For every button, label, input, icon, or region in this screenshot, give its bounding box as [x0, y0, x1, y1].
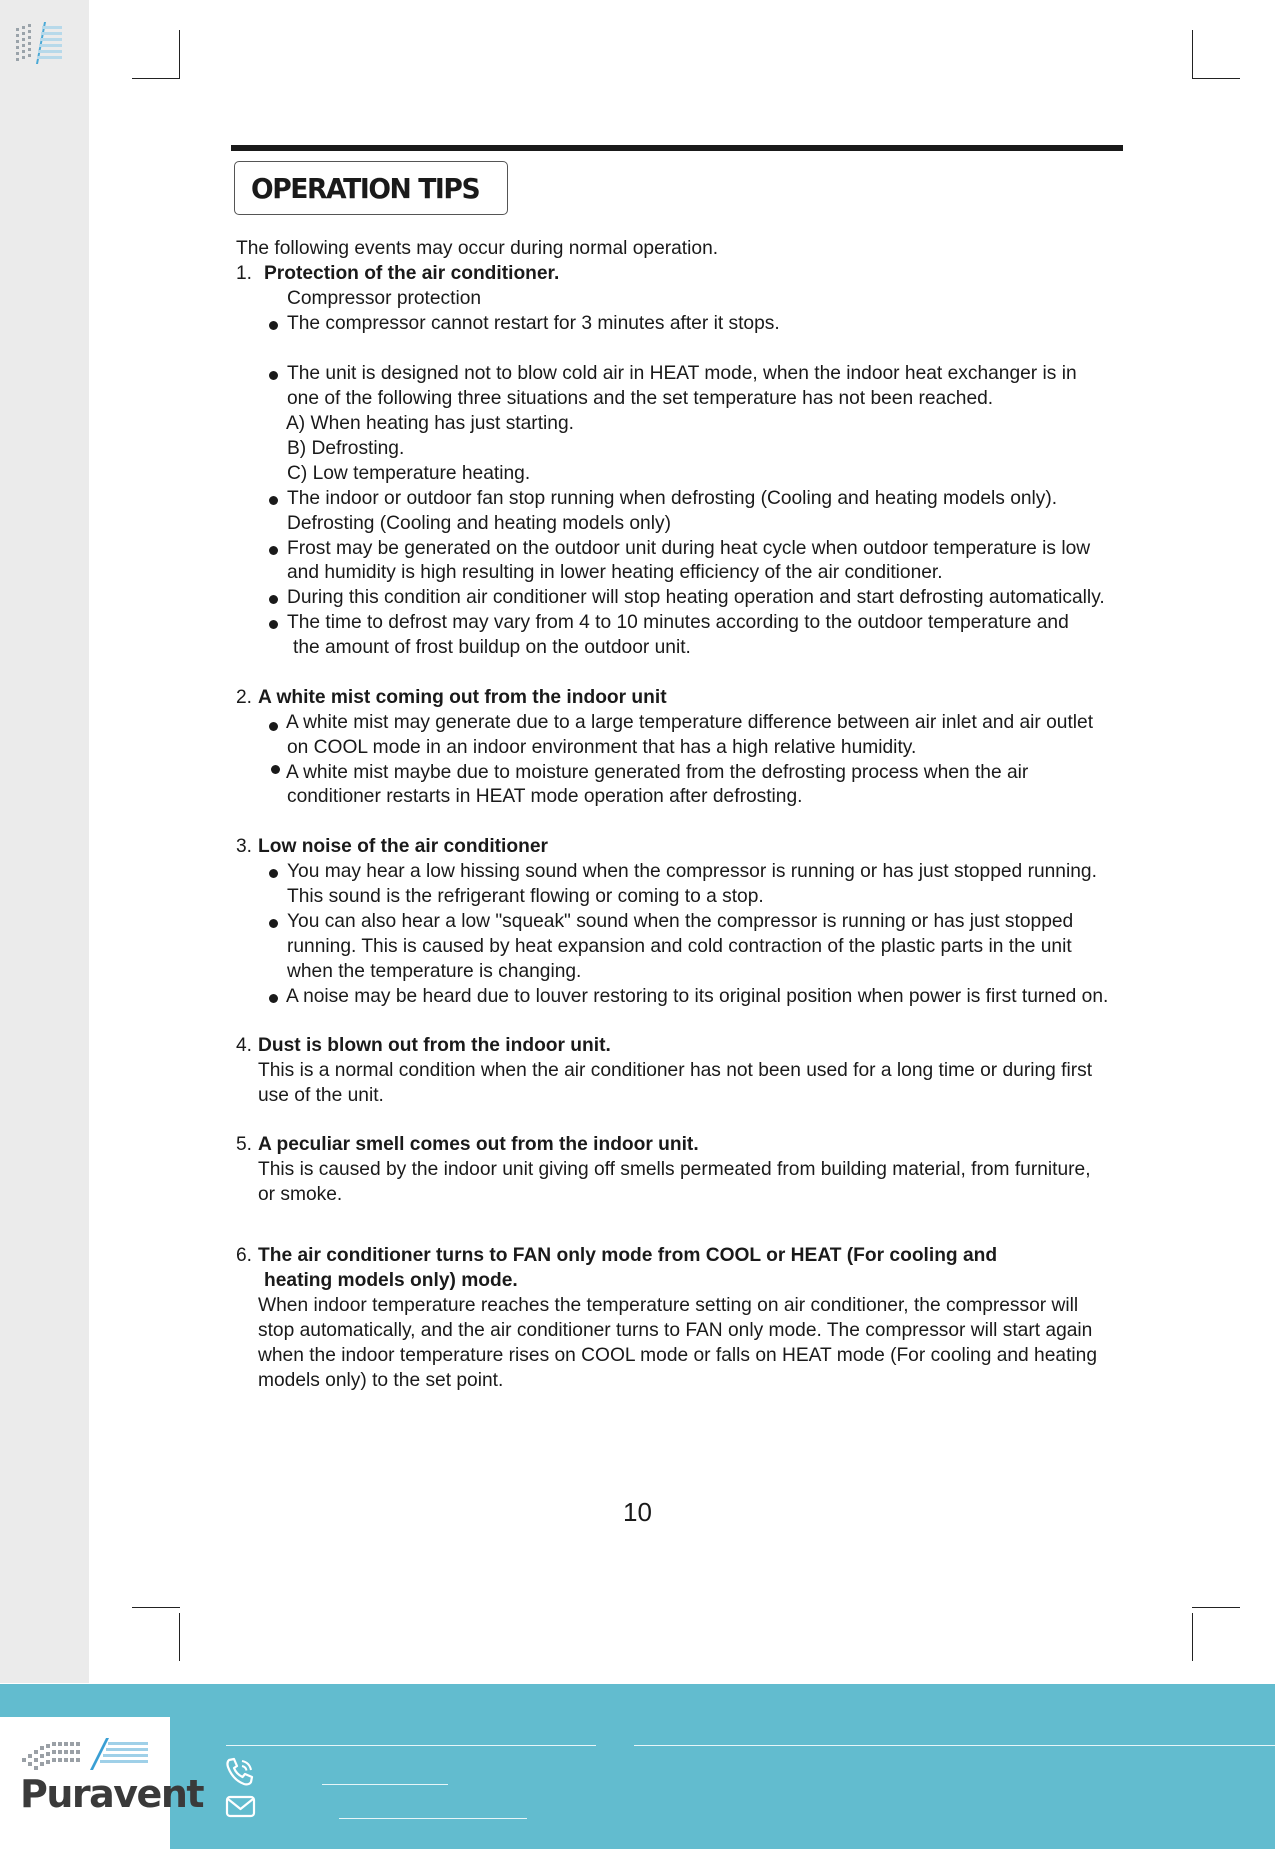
bullet-text: A noise may be heard due to louver restoring to its original position when power is first turned on.: [286, 986, 1109, 1007]
brand-mark-icon: [14, 20, 64, 68]
intro-text: The following events may occur during normal operation.: [236, 238, 719, 259]
item-body-cont: or smoke.: [258, 1184, 343, 1205]
bullet-text: During this condition air conditioner will stop heating operation and start defrosting automatically.: [287, 587, 1105, 608]
bullet-text-cont: on COOL mode in an indoor environment that has a high relative humidity.: [287, 737, 917, 758]
bullet-text-cont: conditioner restarts in HEAT mode operation after defrosting.: [287, 786, 803, 807]
item-body: This is a normal condition when the air conditioner has not been used for a long time or during first: [258, 1060, 1093, 1081]
email-icon[interactable]: [225, 1795, 257, 1819]
bullet-text: The time to defrost may vary from 4 to 10 minutes according to the outdoor temperature and: [287, 612, 1069, 633]
crop-mark-br-h: [1192, 1607, 1240, 1608]
bullet-icon: [269, 722, 278, 731]
item-number: 1.: [236, 263, 253, 284]
bullet-icon: [269, 994, 278, 1003]
item-body: When indoor temperature reaches the temperature setting on air conditioner, the compressor will: [258, 1295, 1079, 1316]
phone-underline: [322, 1784, 448, 1785]
crop-mark-bl-v: [179, 1613, 180, 1661]
item-heading: A peculiar smell comes out from the indoor unit.: [258, 1134, 699, 1155]
item-number: 6.: [236, 1245, 253, 1266]
bullet-text-cont: running. This is caused by heat expansion and cold contraction of the plastic parts in the unit: [287, 936, 1072, 957]
bullet-text: The indoor or outdoor fan stop running when defrosting (Cooling and heating models only).: [287, 488, 1058, 509]
subheading: Compressor protection: [287, 288, 482, 309]
bullet-text: A white mist may generate due to a large temperature difference between air inlet and air outlet: [286, 712, 1094, 733]
item-number: 4.: [236, 1035, 253, 1056]
bullet-text: Frost may be generated on the outdoor unit during heat cycle when outdoor temperature is low: [287, 538, 1091, 559]
item-body-cont: when the indoor temperature rises on COOL mode or falls on HEAT mode (For cooling and heating: [258, 1345, 1098, 1366]
bullet-text: A white mist maybe due to moisture generated from the defrosting process when the air: [286, 762, 1029, 783]
crop-mark-br-v: [1192, 1613, 1193, 1661]
item-body-cont: stop automatically, and the air conditioner turns to FAN only mode. The compressor will start again: [258, 1320, 1093, 1341]
crop-mark-tr-h: [1192, 78, 1240, 79]
bullet-icon: [269, 620, 278, 629]
crop-mark-tl-h: [132, 78, 180, 79]
item-heading: The air conditioner turns to FAN only mode from COOL or HEAT (For cooling and: [258, 1245, 998, 1266]
item-number: 3.: [236, 836, 253, 857]
bullet-text: The compressor cannot restart for 3 minutes after it stops.: [287, 313, 780, 334]
footer-brand-name: Puravent: [20, 1772, 204, 1816]
bullet-icon: [269, 546, 278, 555]
bullet-text: You can also hear a low "squeak" sound when the compressor is running or has just stopped: [287, 911, 1074, 932]
phone-icon[interactable]: [224, 1757, 256, 1787]
item-body: This is caused by the indoor unit giving off smells permeated from building material, from furniture,: [258, 1159, 1091, 1180]
crop-mark-tl-v: [179, 30, 180, 78]
bullet-text-cont: This sound is the refrigerant flowing or coming to a stop.: [287, 886, 764, 907]
list-option: A) When heating has just starting.: [286, 413, 574, 434]
item-heading-cont: heating models only) mode.: [264, 1270, 518, 1291]
bullet-icon: [269, 371, 278, 380]
bullet-icon: [269, 869, 278, 878]
section-title-box: [234, 161, 508, 215]
section-title: OPERATION TIPS: [251, 171, 480, 205]
left-margin-strip: [0, 0, 89, 1683]
crop-mark-bl-h: [132, 1607, 180, 1608]
bullet-text-cont: and humidity is high resulting in lower heating efficiency of the air conditioner.: [287, 562, 943, 583]
item-number: 5.: [236, 1134, 253, 1155]
footer-logo-mark-icon: [22, 1738, 150, 1772]
item-heading: A white mist coming out from the indoor unit: [258, 687, 667, 708]
item-heading: Protection of the air conditioner.: [264, 263, 560, 284]
bullet-text-cont: the amount of frost buildup on the outdoor unit.: [293, 637, 691, 658]
footer-divider: [226, 1745, 596, 1746]
item-heading: Dust is blown out from the indoor unit.: [258, 1035, 611, 1056]
bullet-text: The unit is designed not to blow cold air in HEAT mode, when the indoor heat exchanger is in: [287, 363, 1077, 384]
bullet-icon: [271, 765, 280, 774]
item-number: 2.: [236, 687, 253, 708]
bullet-icon: [269, 321, 278, 330]
footer-divider: [634, 1745, 1275, 1746]
bullet-icon: [269, 595, 278, 604]
header-rule: [231, 145, 1123, 151]
item-body-cont: models only) to the set point.: [258, 1370, 504, 1391]
item-heading: Low noise of the air conditioner: [258, 836, 548, 857]
list-option: C) Low temperature heating.: [287, 463, 531, 484]
bullet-text-cont: one of the following three situations and the set temperature has not been reached.: [287, 388, 994, 409]
bullet-icon: [269, 496, 278, 505]
bullet-text-cont: when the temperature is changing.: [287, 961, 582, 982]
page-number: 10: [623, 1497, 652, 1527]
crop-mark-tr-v: [1192, 30, 1193, 78]
subheading: Defrosting (Cooling and heating models only): [287, 513, 671, 534]
bullet-text: You may hear a low hissing sound when the compressor is running or has just stopped running.: [287, 861, 1097, 882]
item-body-cont: use of the unit.: [258, 1085, 384, 1106]
bullet-icon: [269, 919, 278, 928]
email-underline: [339, 1818, 527, 1819]
footer-band: [0, 1684, 1275, 1849]
list-option: B) Defrosting.: [287, 438, 405, 459]
